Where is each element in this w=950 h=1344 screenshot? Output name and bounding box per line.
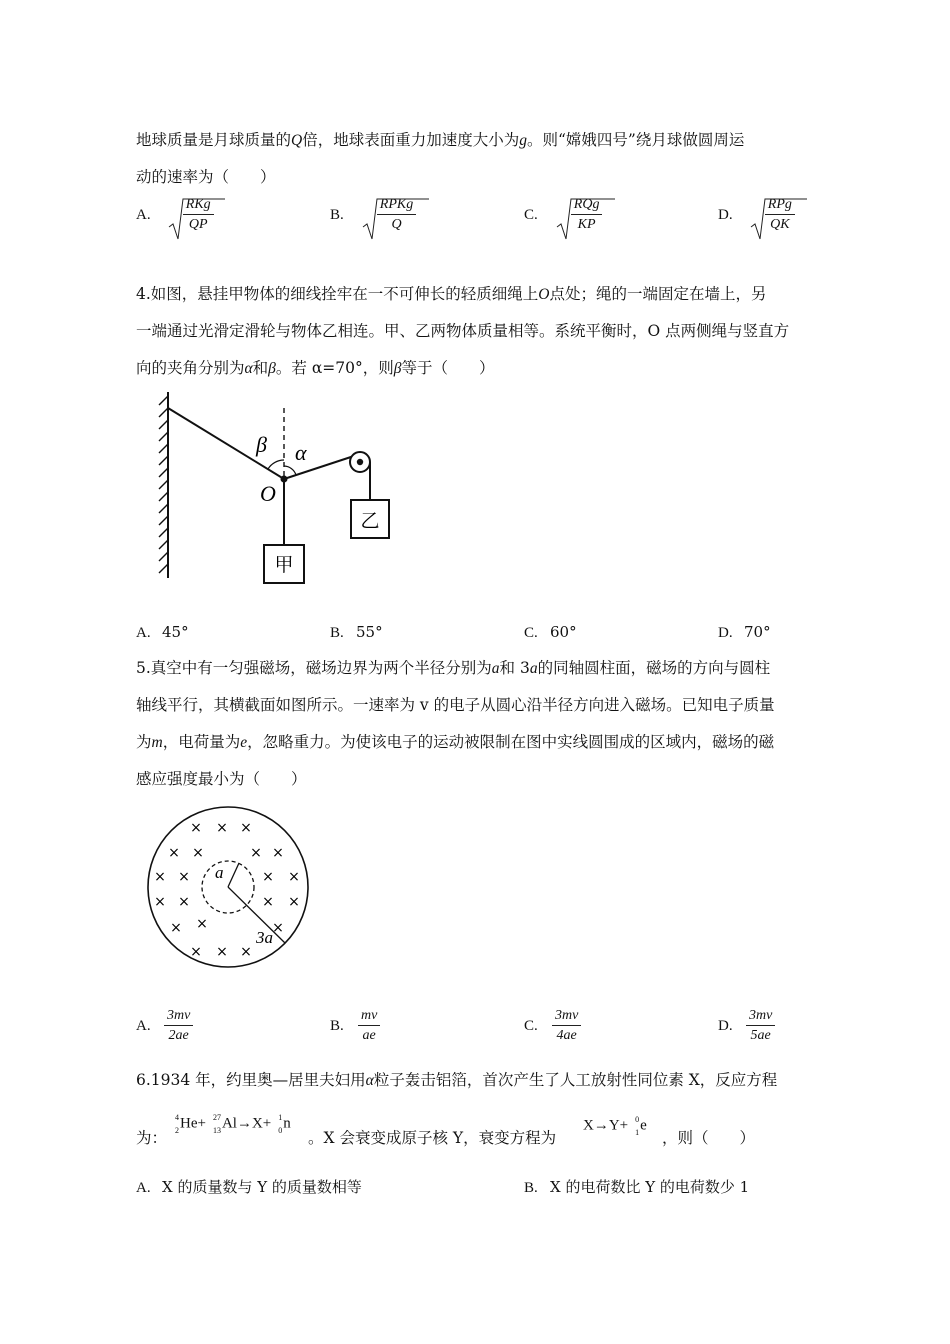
- field-cross-mark: ×: [240, 944, 252, 960]
- q6-var-alpha: α: [365, 1072, 374, 1089]
- q5-line-4: 感应强度最小为（ ）: [136, 770, 307, 788]
- numerator: RKg: [183, 197, 214, 215]
- q6-line-2-suffix: ，则（ ）: [662, 1129, 756, 1147]
- q4-line-3: [136, 356, 495, 378]
- q3-option-a[interactable]: [136, 197, 214, 233]
- q4-text: 点处；绳的一端固定在墙上，另: [549, 285, 767, 303]
- q5-var-a: a: [491, 660, 500, 677]
- alpha-arc: [284, 466, 296, 475]
- isotope-index: [168, 1113, 180, 1135]
- option-text: 45°: [162, 623, 189, 641]
- option-label: A.: [136, 207, 151, 223]
- field-cross-mark: ×: [272, 845, 284, 861]
- q4-option-a[interactable]: [136, 623, 189, 642]
- option-text: X 的电荷数比 Y 的电荷数少 1: [550, 1178, 750, 1196]
- q5-magnetic-field-figure: [146, 805, 310, 969]
- q5-text: 和 3: [499, 659, 530, 677]
- denominator: 2ae: [168, 1028, 189, 1043]
- q4-var-beta: β: [268, 360, 276, 377]
- q4-text: 等于（ ）: [401, 359, 495, 377]
- option-label: A.: [136, 1018, 151, 1034]
- field-cross-mark: ×: [288, 869, 300, 885]
- q5-line-1: [136, 656, 770, 678]
- fraction: [358, 1008, 380, 1044]
- field-cross-mark: ×: [262, 869, 274, 885]
- charge-number: 13: [212, 1126, 221, 1135]
- denominator: KP: [577, 217, 596, 232]
- q3-text: 地球质量是月球质量的: [136, 131, 292, 149]
- option-label: C.: [524, 1018, 538, 1034]
- q6-text: 粒子轰击铝箔，首次产生了人工放射性同位素 X，反应方程: [373, 1071, 778, 1089]
- q6-option-a[interactable]: [136, 1176, 362, 1197]
- q5-option-c[interactable]: [524, 1008, 581, 1044]
- q6-text: 6.1934 年，约里奥—居里夫妇用: [136, 1071, 366, 1089]
- mass-number: 0: [635, 1115, 640, 1124]
- q3-text: 倍，地球表面重力加速度大小为: [302, 131, 520, 149]
- option-label: C.: [524, 625, 538, 641]
- option-text: 55°: [356, 623, 383, 641]
- option-label: B.: [330, 1018, 344, 1034]
- numerator: RQg: [571, 197, 603, 215]
- alpha-label: α: [295, 440, 307, 465]
- option-label: B.: [524, 1180, 538, 1196]
- option-text: 60°: [550, 623, 577, 641]
- numerator: RPKg: [377, 197, 416, 215]
- denominator: 5ae: [750, 1028, 771, 1043]
- q5-option-d[interactable]: [718, 1008, 775, 1044]
- field-cross-mark: ×: [240, 820, 252, 836]
- q3-var-g: g: [519, 132, 527, 149]
- fraction: [164, 1008, 193, 1044]
- isotope-index: [206, 1113, 222, 1135]
- helium-term: He+: [180, 1115, 206, 1132]
- field-cross-mark: ×: [168, 845, 180, 861]
- q4-line-1: [136, 282, 767, 304]
- q4-text: 向的夹角分别为: [136, 359, 245, 377]
- field-cross-mark: ×: [262, 894, 274, 910]
- q5-text: ，忽略重力。为使该电子的运动被限制在图中实线圆围成的区域内，磁场的磁: [247, 733, 775, 751]
- field-cross-mark: ×: [178, 869, 190, 885]
- option-label: B.: [330, 207, 344, 223]
- sqrt-radical: [749, 197, 795, 233]
- q6-option-b[interactable]: [524, 1176, 749, 1197]
- q5-text: 5.真空中有一匀强磁场，磁场边界为两个半径分别为: [136, 659, 492, 677]
- q4-text: 。若 α=70°，则: [275, 359, 394, 377]
- q3-var-q: Q: [291, 132, 303, 149]
- field-cross-mark: ×: [154, 894, 166, 910]
- aluminum-term: Al→X+: [221, 1115, 272, 1132]
- option-text: X 的质量数与 Y 的质量数相等: [162, 1178, 362, 1196]
- q5-option-b[interactable]: [330, 1008, 380, 1044]
- q4-text: 4.如图，悬挂甲物体的细线拴牢在一不可伸长的轻质细绳上: [136, 285, 539, 303]
- field-cross-mark: ×: [216, 820, 228, 836]
- q5-text: 为: [136, 733, 152, 751]
- numerator: 3mv: [552, 1008, 581, 1026]
- charge-number: 2: [175, 1126, 179, 1135]
- q3-text: 。则“嫦娥四号”绕月球做圆周运: [526, 131, 745, 149]
- sqrt-radical: [167, 197, 214, 233]
- q3-option-d[interactable]: [718, 197, 795, 233]
- sqrt-radical: [361, 197, 416, 233]
- numerator: RPg: [765, 197, 795, 215]
- isotope-index: [271, 1113, 283, 1135]
- option-label: A.: [136, 625, 151, 641]
- field-cross-mark: ×: [272, 920, 284, 936]
- q3-option-c[interactable]: [524, 197, 602, 233]
- field-cross-mark: ×: [190, 944, 202, 960]
- option-label: B.: [330, 625, 344, 641]
- q4-var-o: O: [538, 286, 550, 303]
- field-cross-mark: ×: [170, 920, 182, 936]
- charge-number: 1: [635, 1128, 640, 1137]
- neutron-term: n: [283, 1115, 291, 1132]
- beta-label: β: [256, 432, 267, 457]
- denominator: QK: [770, 217, 790, 232]
- outer-radius-label: 3a: [256, 928, 273, 947]
- q4-pulley-figure: [150, 388, 410, 588]
- field-cross-mark: ×: [190, 820, 202, 836]
- q4-var-alpha: α: [244, 360, 253, 377]
- wall: [159, 392, 168, 578]
- q5-option-a[interactable]: [136, 1008, 193, 1044]
- q4-text: 和: [252, 359, 269, 377]
- isotope-index: [628, 1115, 640, 1137]
- field-cross-mark: ×: [196, 916, 208, 932]
- q5-text: ，电荷量为: [162, 733, 241, 751]
- q5-var-a: a: [529, 660, 538, 677]
- q5-var-e: e: [240, 734, 248, 751]
- q4-option-c[interactable]: [524, 623, 577, 642]
- beta-arc: [268, 460, 284, 469]
- denominator: 4ae: [556, 1028, 577, 1043]
- q6-line-2-middle: 。X 会衰变成原子核 Y，衰变方程为: [308, 1129, 557, 1147]
- q3-option-b[interactable]: [330, 197, 416, 233]
- q3-line-2: 动的速率为（ ）: [136, 168, 276, 186]
- q5-var-m: m: [151, 734, 163, 751]
- q4-option-b[interactable]: [330, 623, 383, 642]
- option-label: A.: [136, 1180, 151, 1196]
- denominator: ae: [362, 1028, 376, 1043]
- field-cross-mark: ×: [154, 869, 166, 885]
- inner-radius-label: a: [215, 863, 224, 882]
- option-label: D.: [718, 207, 733, 223]
- q5-line-2: 轴线平行，其横截面如图所示。一速率为 v 的电子从圆心沿半径方向进入磁场。已知电子质量: [136, 696, 775, 714]
- box-jia-label: 甲: [274, 554, 294, 576]
- numerator: 3mv: [746, 1008, 775, 1026]
- field-cross-mark: ×: [250, 845, 262, 861]
- fraction: [552, 1008, 581, 1044]
- q6-line-1: [136, 1068, 777, 1090]
- fraction: [746, 1008, 775, 1044]
- option-label: D.: [718, 625, 733, 641]
- charge-number: 0: [278, 1126, 283, 1135]
- q3-line-1: [136, 128, 744, 150]
- nuclear-reaction-equation: [168, 1113, 291, 1135]
- q6-line-2-prefix: 为：: [136, 1129, 168, 1147]
- numerator: 3mv: [164, 1008, 193, 1026]
- sqrt-radical: [555, 197, 603, 233]
- q5-line-3: [136, 730, 774, 752]
- q4-option-d[interactable]: [718, 623, 771, 642]
- denominator: Q: [391, 217, 402, 232]
- q5-text: 的同轴圆柱面，磁场的方向与圆柱: [537, 659, 771, 677]
- point-o-label: O: [260, 481, 276, 506]
- option-label: C.: [524, 207, 538, 223]
- point-o: [281, 476, 288, 483]
- field-cross-mark: ×: [216, 944, 228, 960]
- decay-lhs: X→Y+: [583, 1117, 629, 1134]
- option-label: D.: [718, 1018, 733, 1034]
- decay-equation: [583, 1115, 647, 1137]
- box-yi-label: 乙: [360, 510, 380, 532]
- option-text: 70°: [744, 623, 771, 641]
- mass-number: 27: [212, 1113, 221, 1122]
- pulley: [350, 452, 370, 472]
- denominator: QP: [188, 217, 208, 232]
- mass-number: 4: [175, 1113, 179, 1122]
- mass-number: 1: [278, 1113, 283, 1122]
- field-cross-mark: ×: [192, 845, 204, 861]
- field-cross-mark: ×: [178, 894, 190, 910]
- electron-term: e: [640, 1117, 647, 1134]
- field-cross-mark: ×: [288, 894, 300, 910]
- q4-var-beta: β: [393, 360, 402, 377]
- numerator: mv: [358, 1008, 380, 1026]
- q4-line-2: 一端通过光滑定滑轮与物体乙相连。甲、乙两物体质量相等。系统平衡时，O 点两侧绳与竖直方: [136, 322, 790, 340]
